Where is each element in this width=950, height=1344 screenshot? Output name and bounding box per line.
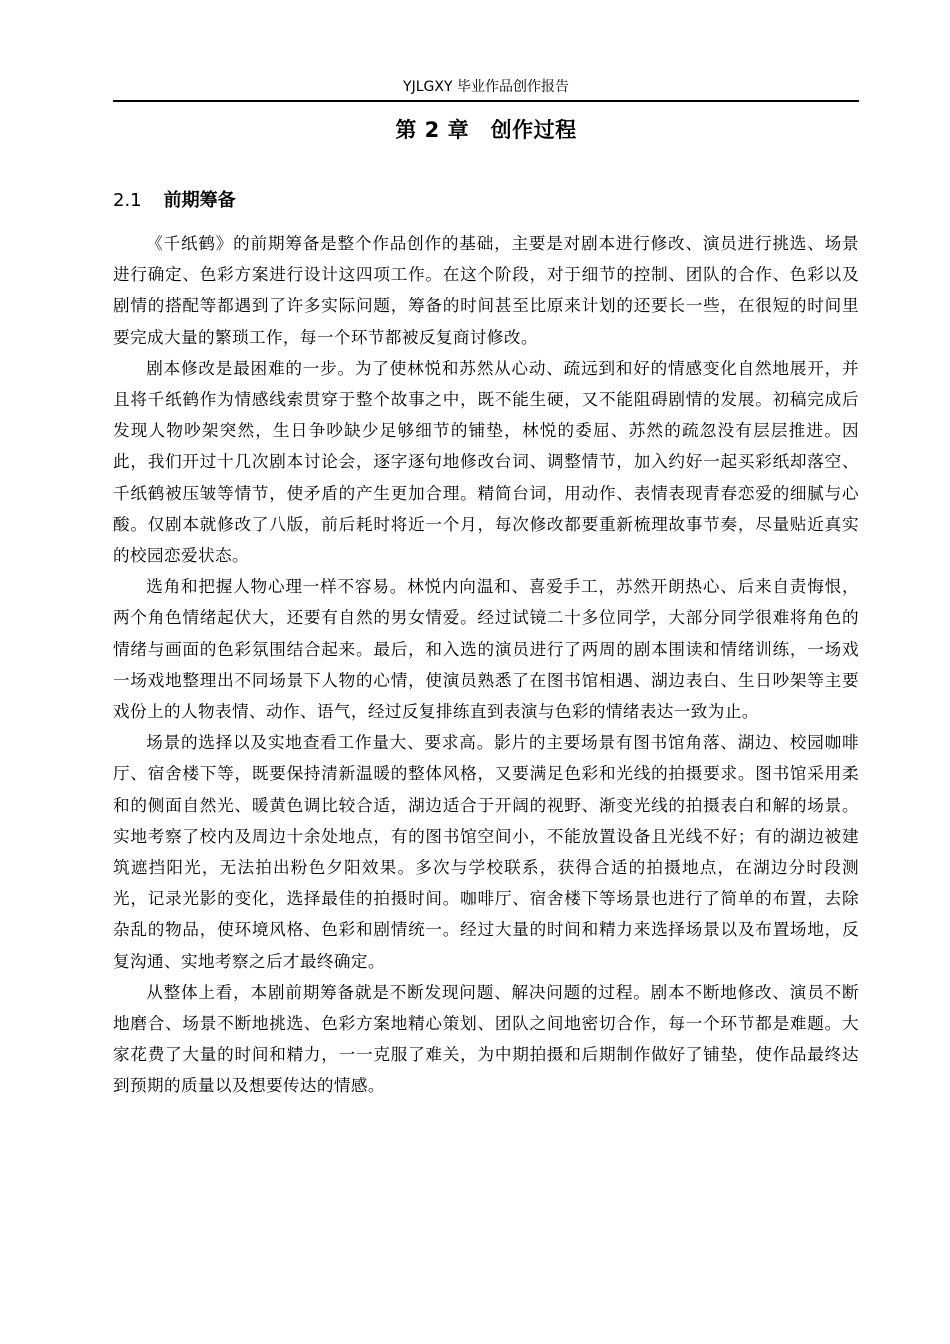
paragraph: 剧本修改是最困难的一步。为了使林悦和苏然从心动、疏远到和好的情感变化自然地展开，并且将千纸鹤作为情感线索贯穿于整个故事之中，既不能生硬，又不能阻碍剧情的发展。初稿完成后发现人物吵架突然，生日争吵缺少足够细节的铺垫，林悦的委屈、苏然的疏忽没有层层推进。因此，我们开过十几次剧本讨论会，逐字逐句地修改台词、调整情节，加入约好一起买彩纸却落空、千纸鹤被压皱等情节，使矛盾的产生更加合理。精简台词，用动作、表情表现青春恋爱的细腻与心酸。仅剧本就修改了八版，前后耗时将近一个月，每次修改都要重新梳理故事节奏，尽量贴近真实的校园恋爱状态。 xyxy=(113,358,859,566)
running-header: YJLGXY 毕业作品创作报告 xyxy=(403,79,569,95)
body-text xyxy=(113,228,859,1102)
paragraph: 场景的选择以及实地查看工作量大、要求高。影片的主要场景有图书馆角落、湖边、校园咖啡厅、宿舍楼下等，既要保持清新温暖的整体风格，又要满足色彩和光线的拍摄要求。图书馆采用柔和的侧面自然光、暖黄色调比较合适，湖边适合于开阔的视野、渐变光线的拍摄表白和解的场景。实地考察了校内及周边十余处地点，有的图书馆空间小，不能放置设备且光线不好；有的湖边被建筑遮挡阳光，无法拍出粉色夕阳效果。多次与学校联系，获得合适的拍摄地点，在湖边分时段测光，记录光影的变化，选择最佳的拍摄时间。咖啡厅、宿舍楼下等场景也进行了简单的布置，去除杂乱的物品，使环境风格、色彩和剧情统一。经过大量的时间和精力来选择场景以及布置场地，反复沟通、实地考察之后才最终确定。 xyxy=(113,733,859,971)
section-number: 2.1 xyxy=(113,190,142,211)
section-heading xyxy=(113,185,236,217)
chapter-title: 第 2 章 创作过程 xyxy=(395,118,577,142)
section-title: 前期筹备 xyxy=(163,190,236,211)
paragraph: 从整体上看，本剧前期筹备就是不断发现问题、解决问题的过程。剧本不断地修改、演员不断地磨合、场景不断地挑选、色彩方案地精心策划、团队之间地密切合作，每一个环节都是难题。大家花费了大量的时间和精力，一一克服了难关，为中期拍摄和后期制作做好了铺垫，使作品最终达到预期的质量以及想要传达的情感。 xyxy=(113,982,859,1096)
header-divider xyxy=(113,100,859,102)
paragraph: 选角和把握人物心理一样不容易。林悦内向温和、喜爱手工，苏然开朗热心、后来自责悔恨，两个角色情绪起伏大，还要有自然的男女情爱。经过试镜二十多位同学，大部分同学很难将角色的情绪与画面的色彩氛围结合起来。最后，和入选的演员进行了两周的剧本围读和情绪训练，一场戏一场戏地整理出不同场景下人物的心情，使演员熟悉了在图书馆相遇、湖边表白、生日吵架等主要戏份上的人物表情、动作、语气，经过反复排练直到表演与色彩的情绪表达一致为止。 xyxy=(113,577,859,722)
paragraph: 《千纸鹤》的前期筹备是整个作品创作的基础，主要是对剧本进行修改、演员进行挑选、场景进行确定、色彩方案进行设计这四项工作。在这个阶段，对于细节的控制、团队的合作、色彩以及剧情的搭配等都遇到了许多实际问题，筹备的时间甚至比原来计划的还要长一些，在很短的时间里要完成大量的繁琐工作，每一个环节都被反复商讨修改。 xyxy=(113,234,859,347)
